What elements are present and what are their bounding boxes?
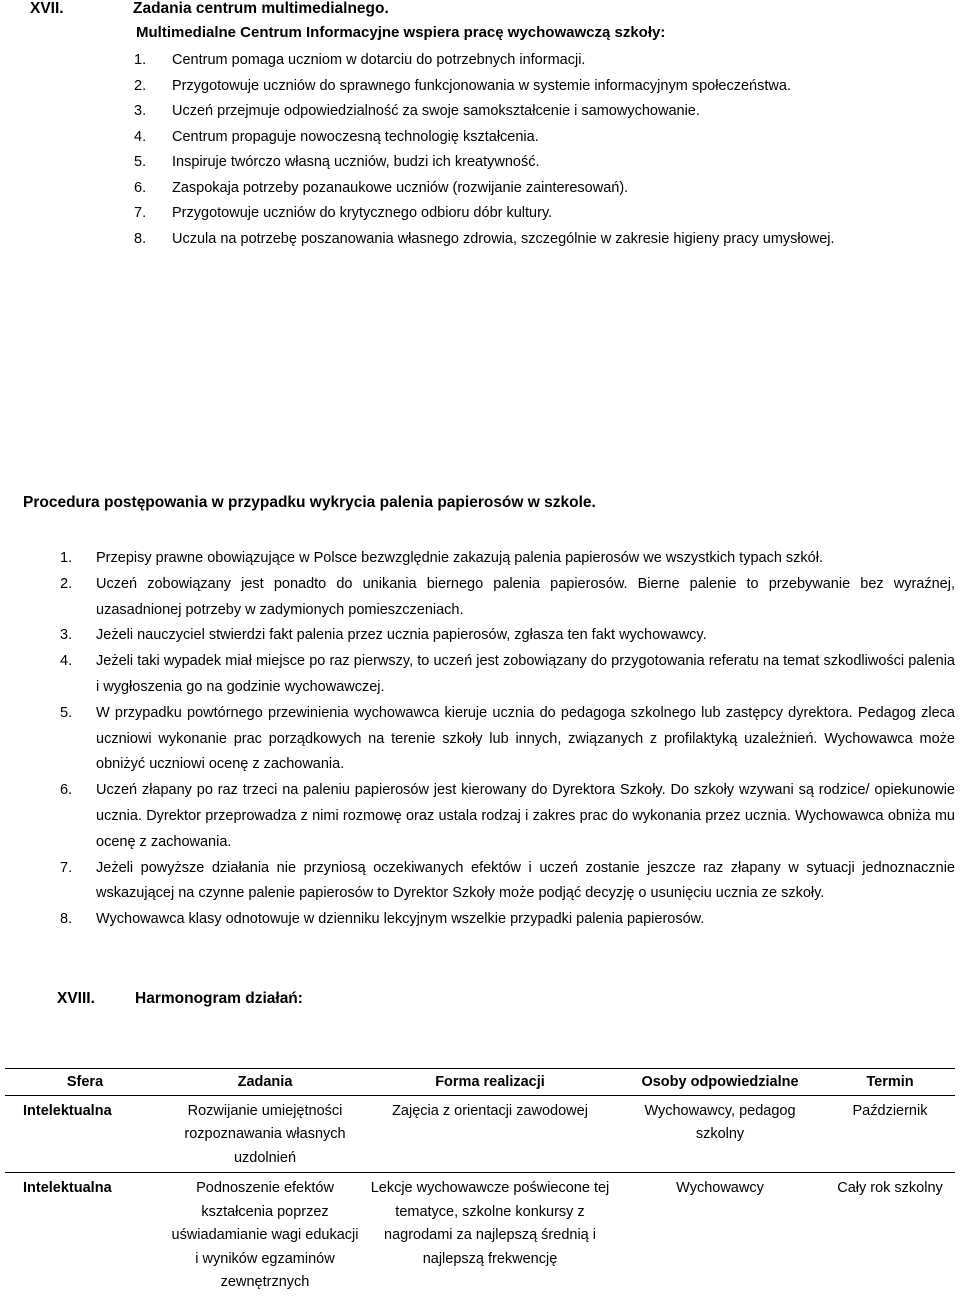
cell-termin: Cały rok szkolny: [825, 1173, 955, 1297]
header-forma: Forma realizacji: [365, 1069, 615, 1096]
cell-zadania: Rozwijanie umiejętności rozpoznawania własnych uzdolnień: [165, 1095, 365, 1173]
list-item-number: 8.: [60, 911, 73, 928]
list-item-number: 2.: [134, 77, 147, 94]
section-17-list: [134, 48, 954, 252]
list-item-text: Uczula na potrzebę poszanowania własnego zdrowia, szczególnie w zakresie higieny pracy umysłowej.: [172, 230, 835, 247]
list-item: [60, 623, 955, 649]
section-18-number: XVIII.: [57, 990, 95, 1007]
list-item-text: Przygotowuje uczniów do krytycznego odbioru dóbr kultury.: [172, 205, 553, 221]
header-sfera: Sfera: [5, 1069, 165, 1096]
section-18: [57, 990, 303, 1008]
list-item-number: 5.: [134, 154, 147, 170]
list-item-number: 1.: [60, 550, 73, 566]
list-item-number: 7.: [134, 205, 147, 221]
header-zadania: Zadania: [165, 1069, 365, 1096]
list-item-text: Zaspokaja potrzeby pozanaukowe uczniów (rozwijanie zainteresowań).: [172, 179, 629, 196]
list-item: [134, 125, 954, 151]
list-item-text: Uczeń złapany po raz trzeci na paleniu papierosów jest kierowany do Dyrektora Szkoły. Do szkoły wzywani są rodzice/ opiekunowie ucznia. Dyrektor przeprowadza z nimi rozmowę oraz ustala rodzaj i zakres prac do wykonania przez ucznia. Wychowawca obniża mu ocenę z zachowania.: [96, 782, 955, 850]
list-item-number: 3.: [60, 627, 73, 644]
list-item-text: Jeżeli taki wypadek miał miejsce po raz pierwszy, to uczeń jest zobowiązany do przygotowania referatu na temat szkodliwości palenia i wygłoszenia go na godzinie wychowawczej.: [96, 653, 955, 695]
list-item-text: Jeżeli nauczyciel stwierdzi fakt palenia przez ucznia papierosów, zgłasza ten fakt wychowawcy.: [96, 627, 707, 644]
cell-zadania: Podnoszenie efektów kształcenia poprzez uświadamianie wagi edukacji i wyników egzaminów zewnętrznych: [165, 1173, 365, 1297]
header-termin: Termin: [825, 1069, 955, 1096]
table-header-row: [5, 1069, 955, 1096]
section-17-number: XVII.: [30, 0, 64, 17]
list-item: [60, 572, 955, 624]
list-item-number: 2.: [60, 575, 73, 592]
list-item-number: 6.: [134, 179, 147, 196]
list-item-text: Wychowawca klasy odnotowuje w dzienniku lekcyjnym wszelkie przypadki palenia papierosów.: [96, 911, 705, 928]
cell-termin: Październik: [825, 1095, 955, 1173]
list-item-text: Centrum propaguje nowoczesną technologię kształcenia.: [172, 128, 539, 145]
list-item-text: Przygotowuje uczniów do sprawnego funkcjonowania w systemie informacyjnym społeczeństwa.: [172, 77, 791, 94]
cell-sfera: Intelektualna: [5, 1173, 165, 1297]
cell-sfera: Intelektualna: [5, 1095, 165, 1173]
list-item-number: 7.: [60, 859, 73, 876]
list-item: [60, 907, 955, 933]
cell-forma: Lekcje wychowawcze poświecone tej tematyce, szkolne konkursy z nagrodami za najlepszą średnią i najlepszą frekwencję: [365, 1173, 615, 1297]
list-item-text: Przepisy prawne obowiązujące w Polsce bezwzględnie zakazują palenia papierosów we wszystkich typach szkół.: [96, 550, 823, 566]
list-item-number: 4.: [60, 653, 73, 670]
list-item-number: 1.: [134, 52, 147, 68]
list-item: [60, 778, 955, 855]
list-item: [134, 176, 954, 202]
list-item-number: 3.: [134, 103, 147, 119]
section-17-intro: Multimedialne Centrum Informacyjne wspiera pracę wychowawczą szkoły:: [136, 24, 666, 41]
list-item: [134, 48, 954, 74]
list-item-text: Uczeń zobowiązany jest ponadto do unikania biernego palenia papierosów. Bierne palenie to przebywanie bez wyraźnej, uzasadnionej potrzeby w zadymionych pomieszczeniach.: [96, 575, 955, 618]
list-item-number: 6.: [60, 782, 73, 799]
list-item-text: Uczeń przejmuje odpowiedzialność za swoje samokształcenie i samowychowanie.: [172, 103, 700, 119]
cell-osoby: Wychowawcy: [615, 1173, 825, 1297]
list-item-text: Jeżeli powyższe działania nie przyniosą oczekiwanych efektów i uczeń zostanie jeszcze raz złapany w sytuacji jednoznacznie wskazującej na czynne palenie papierosów to Dyrektor Szkoły może podjąć decyzję o usunięciu ucznia ze szkoły.: [96, 859, 955, 902]
section-18-heading: Harmonogram działań:: [135, 990, 303, 1007]
list-item-text: Inspiruje twórczo własną uczniów, budzi ich kreatywność.: [172, 154, 540, 170]
list-item-text: W przypadku powtórnego przewinienia wychowawca kieruje ucznia do pedagoga szkolnego lub zastępcy dyrektora. Pedagog zleca uczniowi wykonanie prac porządkowych na terenie szkoły lub innych, związanych z profilaktyką uzależnień. Wychowawca może obniżyć uczniowi ocenę z zachowania.: [96, 704, 955, 773]
list-item: [60, 546, 955, 572]
table-row: [5, 1095, 955, 1173]
procedure-list: [60, 546, 955, 933]
list-item: [134, 201, 954, 227]
list-item: [60, 856, 955, 908]
table-row: [5, 1173, 955, 1297]
list-item: [134, 74, 954, 100]
list-item: [134, 150, 954, 176]
list-item-number: 5.: [60, 704, 73, 721]
list-item-text: Centrum pomaga uczniom w dotarciu do potrzebnych informacji.: [172, 52, 586, 68]
list-item: [134, 227, 954, 253]
header-osoby: Osoby odpowiedzialne: [615, 1069, 825, 1096]
list-item: [134, 99, 954, 125]
list-item-number: 4.: [134, 128, 147, 145]
list-item-number: 8.: [134, 230, 147, 247]
schedule-table: [5, 1068, 955, 1297]
section-17-heading: Zadania centrum multimedialnego.: [133, 0, 389, 17]
list-item: [60, 701, 955, 778]
cell-forma: Zajęcia z orientacji zawodowej: [365, 1095, 615, 1173]
cell-osoby: Wychowawcy, pedagog szkolny: [615, 1095, 825, 1173]
list-item: [60, 649, 955, 701]
procedure-title: Procedura postępowania w przypadku wykrycia palenia papierosów w szkole.: [23, 494, 596, 511]
